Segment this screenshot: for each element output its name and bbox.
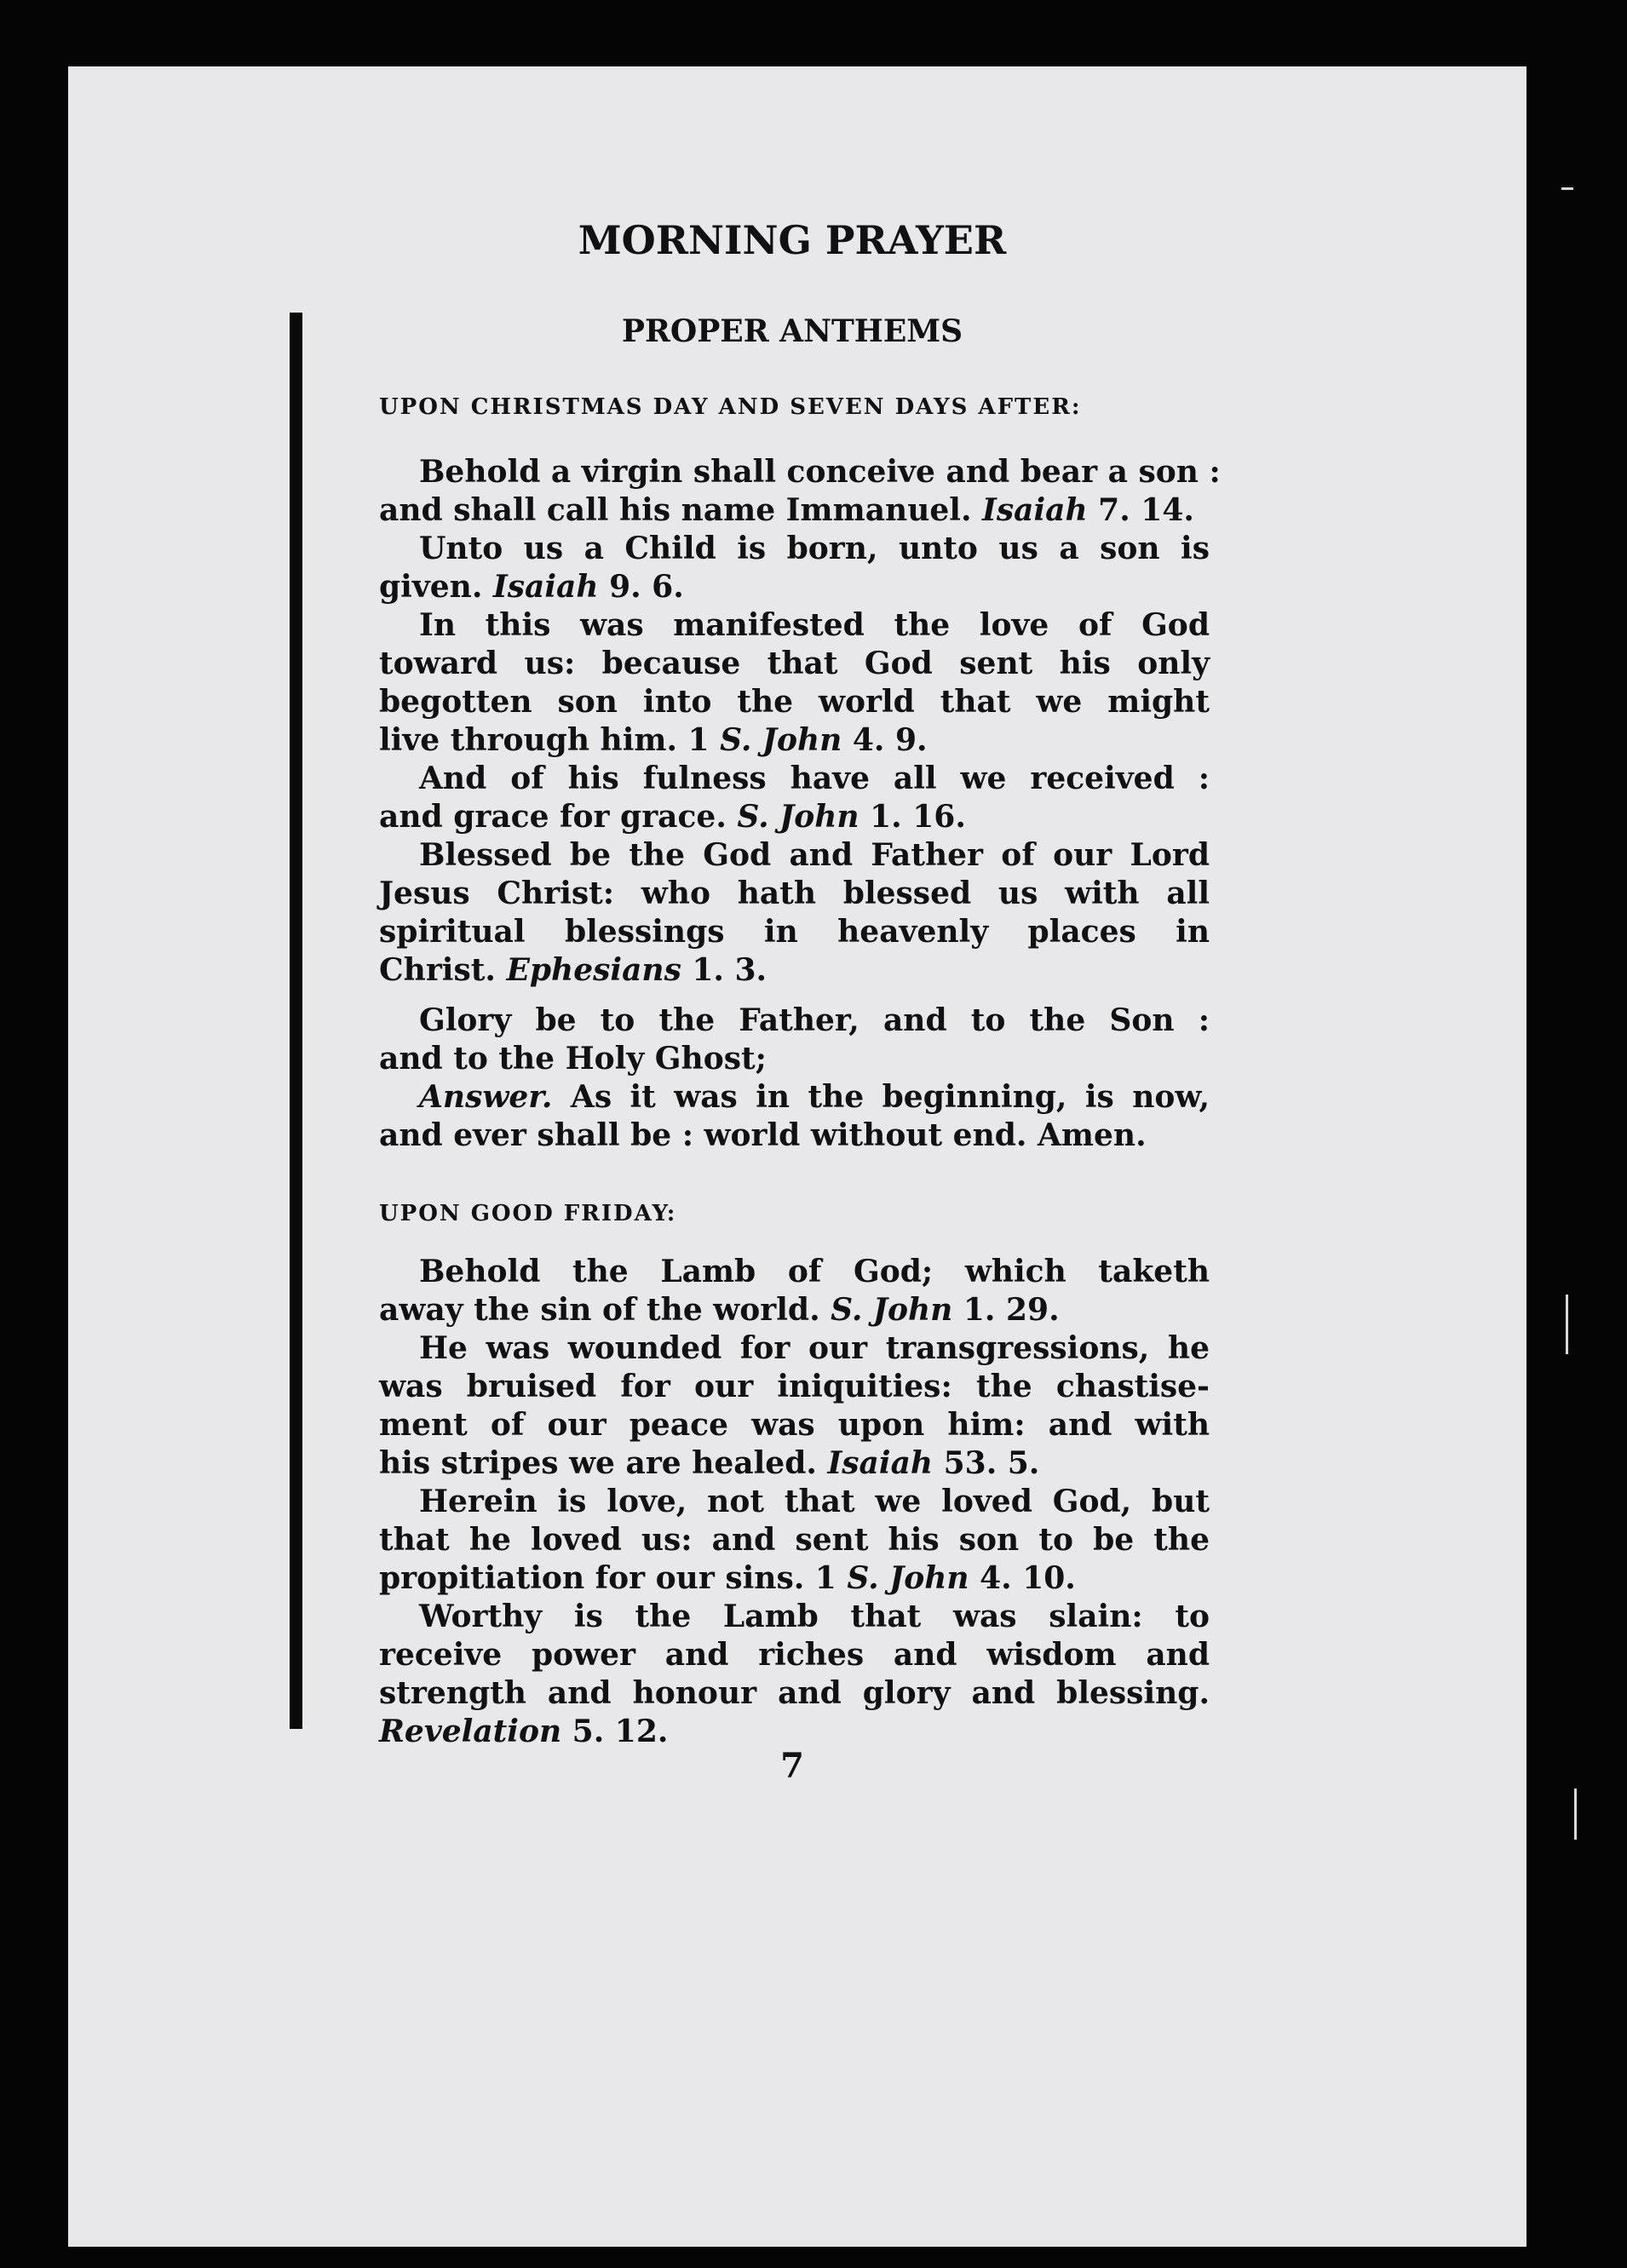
scan-speck (1561, 187, 1573, 190)
line-text: In this was manifested the love of God (419, 607, 1210, 643)
citation-text: Answer. (419, 1079, 553, 1115)
line-text: begotten son into the world that we might (379, 684, 1210, 720)
line-text: strength and honour and glory and blessing. (379, 1675, 1210, 1711)
scan-speck (1574, 1789, 1577, 1840)
line-text: Glory be to the Father, and to the Son : (419, 1002, 1210, 1038)
line-text: Blessed be the God and Father of our Lord (419, 837, 1210, 873)
line-text: was bruised for our iniquities: the chastise- (379, 1369, 1210, 1404)
line-text: And of his fulness have all we received : (419, 761, 1210, 796)
line-text: 53. 5. (933, 1445, 1040, 1481)
line-text: He was wounded for our transgressions, he (419, 1330, 1210, 1366)
line-text: 1. 3. (681, 952, 768, 988)
line-text: Jesus Christ: who hath blessed us with all (379, 876, 1210, 911)
line-text: toward us: because that God sent his only (379, 646, 1210, 681)
line-text: propitiation for our sins. 1 (379, 1560, 848, 1596)
anthem-section-heading: UPON GOOD FRIDAY: (379, 1201, 677, 1226)
line-text: 4. 9. (842, 722, 928, 758)
line-text: Behold the Lamb of God; which taketh (419, 1254, 1210, 1289)
anthem-section-heading: UPON CHRISTMAS DAY AND SEVEN DAYS AFTER: (379, 394, 1082, 420)
text-line (379, 1113, 1210, 1157)
line-text: 7. 14. (1087, 492, 1194, 528)
citation-text: Isaiah (492, 569, 599, 605)
line-text: his stripes we are healed. (379, 1445, 828, 1481)
line-text: and shall call his name Immanuel. (379, 492, 983, 528)
citation-text: S. John (847, 1560, 969, 1596)
citation-text: S. John (737, 799, 859, 835)
line-text: 4. 10. (969, 1560, 1076, 1596)
line-text: 9. 6. (598, 569, 684, 605)
line-text: ment of our peace was upon him: and with (379, 1407, 1210, 1443)
line-text: and ever shall be : world without end. Amen. (379, 1117, 1147, 1153)
line-text: given. (379, 569, 493, 605)
page-number: 7 (780, 1746, 804, 1786)
line-text: 1. 29. (952, 1292, 1060, 1328)
line-text: 1. 16. (859, 799, 966, 835)
line-text: live through him. 1 (379, 722, 721, 758)
line-text: Unto us a Child is born, unto us a son is (419, 531, 1210, 566)
citation-text: S. John (831, 1292, 953, 1328)
citation-text: S. John (720, 722, 842, 758)
citation-text: Revelation (379, 1714, 562, 1749)
line-text: and grace for grace. (379, 799, 738, 835)
citation-text: Isaiah (827, 1445, 934, 1481)
line-text: away the sin of the world. (379, 1292, 831, 1328)
line-text: spiritual blessings in heavenly places in (379, 914, 1210, 950)
line-text: that he loved us: and sent his son to be the (379, 1522, 1210, 1558)
line-text: Worthy is the Lamb that was slain: to (419, 1599, 1210, 1634)
citation-text: Ephesians (506, 952, 681, 988)
scan-speck (1566, 1295, 1568, 1354)
section-heading: PROPER ANTHEMS (621, 313, 963, 349)
citation-text: Isaiah (982, 492, 1088, 528)
line-text: and to the Holy Ghost; (379, 1041, 767, 1077)
line-text: Christ. (379, 952, 507, 988)
line-text: 5. 12. (561, 1714, 669, 1749)
line-text: As it was in the beginning, is now, (552, 1079, 1210, 1115)
line-text: Herein is love, not that we loved God, but (419, 1484, 1210, 1519)
margin-rule (290, 313, 302, 1729)
text-line (379, 948, 1210, 992)
line-text: Behold a virgin shall conceive and bear a son : (419, 454, 1221, 490)
page-title: MORNING PRAYER (578, 217, 1007, 263)
line-text: receive power and riches and wisdom and (379, 1637, 1210, 1673)
